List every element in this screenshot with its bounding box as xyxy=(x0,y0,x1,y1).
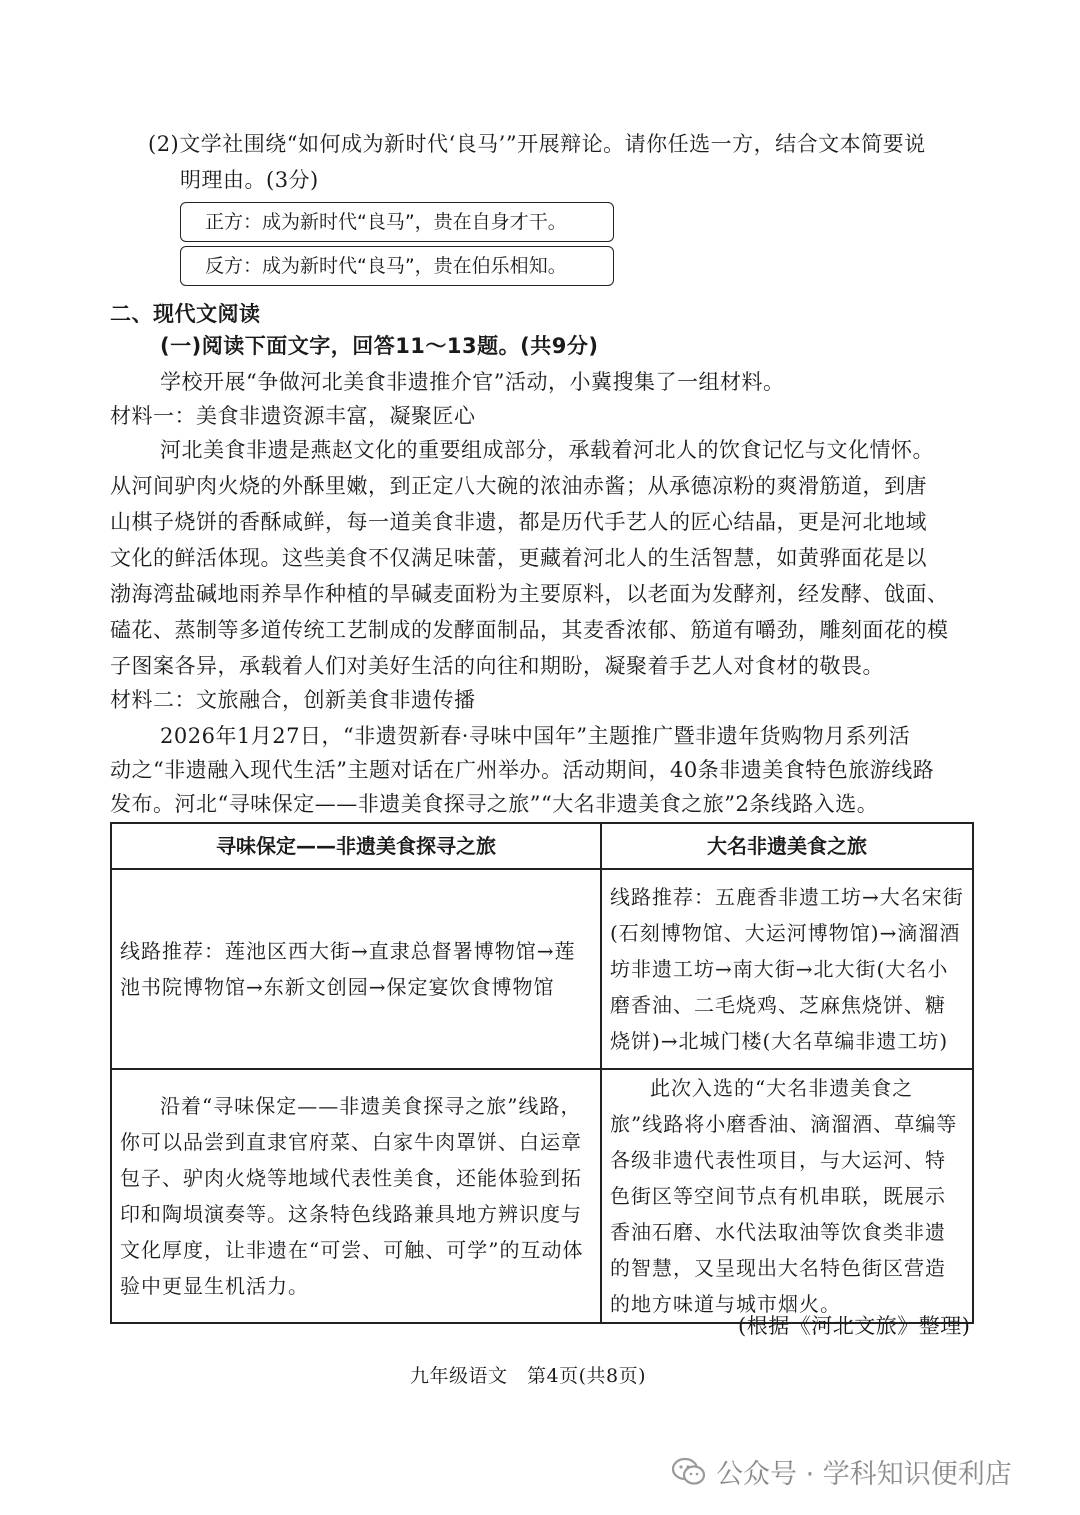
table-header-daming: 大名非遗美食之旅 xyxy=(601,823,973,869)
question-2-line-1: (2)文学社围绕“如何成为新时代‘良马’”开展辩论。请你任选一方，结合文本简要说 xyxy=(148,132,926,156)
desc-daming-cell xyxy=(601,1069,973,1323)
desc-baoding-text: 沿着“寻味保定——非遗美食探寻之旅”线路，你可以品尝到直隶官府菜、白家牛肉罩饼、白运章包子、驴肉火烧等地域代表性美食，还能体验到拓印和陶埙演奏等。这条特色线路兼具地方辨识度与文化厚度，让非遗在“可尝、可触、可学”的互动体验中更显生机活力。 xyxy=(120,1094,584,1298)
material-2-line: 动之“非遗融入现代生活”主题对话在广州举办。活动期间，40条非遗美食特色旅游线路 xyxy=(110,758,935,782)
routes-table xyxy=(110,822,974,1324)
material-1-line: 从河间驴肉火烧的外酥里嫩，到正定八大碗的浓油赤酱；从承德凉粉的爽滑筋道，到唐 xyxy=(110,474,927,498)
subsection-title: (一)阅读下面文字，回答11～13题。(共9分) xyxy=(160,334,599,358)
intro-text: 学校开展“争做河北美食非遗推介官”活动，小冀搜集了一组材料。 xyxy=(160,370,785,394)
wechat-icon xyxy=(672,1457,706,1487)
material-2-heading: 材料二：文旅融合，创新美食非遗传播 xyxy=(110,688,476,712)
route-baoding-text: 线路推荐：莲池区西大街→直隶总督署博物馆→莲池书院博物馆→东新文创园→保定宴饮食博物馆 xyxy=(120,939,576,999)
table-route-row xyxy=(111,869,973,1069)
table-header-baoding: 寻味保定——非遗美食探寻之旅 xyxy=(111,823,601,869)
debate-con-box: 反方：成为新时代“良马”，贵在伯乐相知。 xyxy=(180,246,614,286)
material-2-line: 发布。河北“寻味保定——非遗美食探寻之旅”“大名非遗美食之旅”2条线路入选。 xyxy=(110,792,879,816)
table-header-row xyxy=(111,823,973,869)
debate-pro-box: 正方：成为新时代“良马”，贵在自身才干。 xyxy=(180,202,614,242)
desc-baoding-cell xyxy=(111,1069,601,1323)
material-1-line: 渤海湾盐碱地雨养旱作种植的旱碱麦面粉为主要原料，以老面为发酵剂，经发酵、戗面、 xyxy=(110,582,949,606)
question-2-line-2: 明理由。(3分) xyxy=(180,168,319,192)
watermark xyxy=(672,1452,1012,1491)
route-daming-text: 线路推荐：五鹿香非遗工坊→大名宋街(石刻博物馆、大运河博物馆)→滴溜酒坊非遗工坊→南大街→北大街(大名小磨香油、二毛烧鸡、芝麻焦烧饼、糖烧饼)→北城门楼(大名草编非遗工坊) xyxy=(610,885,964,1053)
watermark-text: 公众号 · 学科知识便利店 xyxy=(716,1459,1012,1490)
material-2-line: 2026年1月27日，“非遗贺新春·寻味中国年”主题推广暨非遗年货购物月系列活 xyxy=(160,724,911,748)
section-title: 二、现代文阅读 xyxy=(110,302,261,326)
table-desc-row xyxy=(111,1069,973,1323)
material-1-line: 河北美食非遗是燕赵文化的重要组成部分，承载着河北人的饮食记忆与文化情怀。 xyxy=(160,438,934,462)
material-1-line: 子图案各异，承载着人们对美好生活的向往和期盼，凝聚着手艺人对食材的敬畏。 xyxy=(110,654,884,678)
page-footer: 九年级语文 第4页(共8页) xyxy=(410,1365,647,1387)
route-daming-cell xyxy=(601,869,973,1069)
source-note: (根据《河北文旅》整理) xyxy=(738,1314,971,1338)
desc-daming-text: 此次入选的“大名非遗美食之旅”线路将小磨香油、滴溜酒、草编等各级非遗代表性项目，与大运河、特色街区等空间节点有机串联，既展示香油石磨、水代法取油等饮食类非遗的智慧，又呈现出大名特色街区营造的地方味道与城市烟火。 xyxy=(610,1076,958,1316)
material-1-line: 山棋子烧饼的香酥咸鲜，每一道美食非遗，都是历代手艺人的匠心结晶，更是河北地域 xyxy=(110,510,927,534)
material-1-heading: 材料一：美食非遗资源丰富，凝聚匠心 xyxy=(110,404,476,428)
route-baoding-cell xyxy=(111,869,601,1069)
material-1-line: 文化的鲜活体现。这些美食不仅满足味蕾，更藏着河北人的生活智慧，如黄骅面花是以 xyxy=(110,546,927,570)
material-1-line: 磕花、蒸制等多道传统工艺制成的发酵面制品，其麦香浓郁、筋道有嚼劲，雕刻面花的模 xyxy=(110,618,949,642)
